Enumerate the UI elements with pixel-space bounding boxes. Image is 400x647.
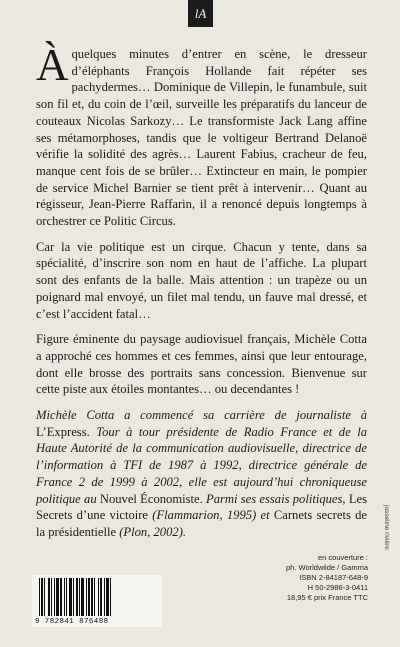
bio-s1: Michèle Cotta a commencé sa carrière de journaliste à (36, 408, 367, 423)
barcode-bar (106, 578, 109, 616)
back-cover-text (36, 40, 367, 550)
intro-paragraph (36, 40, 367, 230)
publisher-logo: lA (188, 0, 213, 27)
product-code: H 50-2986-3-0411 (307, 583, 368, 592)
credit-line-1: en couverture : (317, 553, 368, 562)
paragraph-author-intro: Figure éminente du paysage audiovisuel français, Michèle Cotta a approché ces hommes et ces femmes, ainsi que leur entourage, dont elle brosse des portraits sans concession. Bienvenue sur cette piste aux étoiles montantes… ou decendantes ! (36, 332, 367, 397)
barcode-bar (86, 578, 87, 616)
barcode-bar (91, 578, 93, 616)
credit-line-2: ph. Worldwilde / Gamma (286, 563, 368, 572)
barcode-bar (41, 578, 43, 616)
bio-s3b: Les Secrets d’une victoire (36, 491, 367, 523)
barcode-bar (54, 578, 55, 616)
cover-credits (268, 553, 368, 603)
barcode-bar (51, 578, 52, 616)
barcode-bar (100, 578, 102, 616)
bio-s5: (Plon, 2002). (116, 524, 187, 539)
barcode-bar (76, 578, 78, 616)
bio-s2b: Nouvel Économiste. (99, 491, 203, 506)
barcode-bar (39, 578, 40, 616)
isbn: ISBN 2-84187-648-9 (299, 573, 368, 582)
bio-s1b: L’Express. (36, 424, 90, 439)
barcode (32, 575, 162, 627)
barcode-bar (56, 578, 59, 616)
barcode-number: 9 782841 876488 (35, 618, 109, 626)
barcode-bar (73, 578, 74, 616)
vertical-credit: josseline rivière (383, 505, 390, 550)
barcode-bars (39, 578, 155, 616)
barcode-bar (79, 578, 80, 616)
barcode-bar (104, 578, 105, 616)
bio-s4b: Carnets secrets de la présidentielle (36, 508, 367, 539)
author-bio (36, 407, 367, 541)
barcode-bar (94, 578, 95, 616)
barcode-bar (110, 578, 111, 616)
barcode-bar (44, 578, 45, 616)
barcode-bar (98, 578, 99, 616)
barcode-bar (69, 578, 72, 616)
bio-s4: (Flammarion, 1995) et (148, 508, 274, 523)
bio-s3: Parmi ses essais politiques, (202, 491, 349, 506)
price: 18,95 € prix France TTC (286, 593, 368, 602)
barcode-bar (48, 578, 50, 616)
intro-text: quelques minutes d’entrer en scène, le dresseur d’éléphants François Hollande fait répéter ses pachydermes… Dominique de Villepin, le funambule, suit son fil et, du coin de l’œil, surveille les préparatifs du lanceur de couteaux Nicolas Sarkozy… Le transformiste Jack Lang affine ses métamorphoses, tandis que le voltigeur Bertrand Delanoë vérifie la solidité des agrès… Laurent Fabius, cracheur de feu, manque cent fois de se brûler… Extincteur en main, le pompier de service Michel Barnier se tient prêt à intervenir… Quant au régisseur, Jean-Pierre Raffarin, il a renoncé depuis longtemps à orchestrer ce Politic Circus. (36, 47, 367, 229)
paragraph-circus: Car la vie politique est un cirque. Chacun y tente, dans sa spécialité, d’inscrire son nom en haut de l’affiche. La plupart sont des enfants de la balle. Mais attention : un trapèze ou un poignard mal envoyé, un filet mal tendu, un fauve mal dressé, et c’est l’accident fatal… (36, 239, 367, 321)
barcode-bar (66, 578, 67, 616)
barcode-bar (60, 578, 62, 616)
drop-cap: À (36, 40, 69, 90)
bio-s2: Tour à tour présidente de Radio France et de la Haute Autorité de la communication audiovisuelle, directrice de l’information à TFI de 1987 à 1992, directrice générale de France 2 de 1999 à 2002, elle est aujourd’hui chroniqueuse politique au (36, 424, 367, 506)
barcode-bar (81, 578, 84, 616)
barcode-bar (64, 578, 65, 616)
barcode-bar (88, 578, 90, 616)
